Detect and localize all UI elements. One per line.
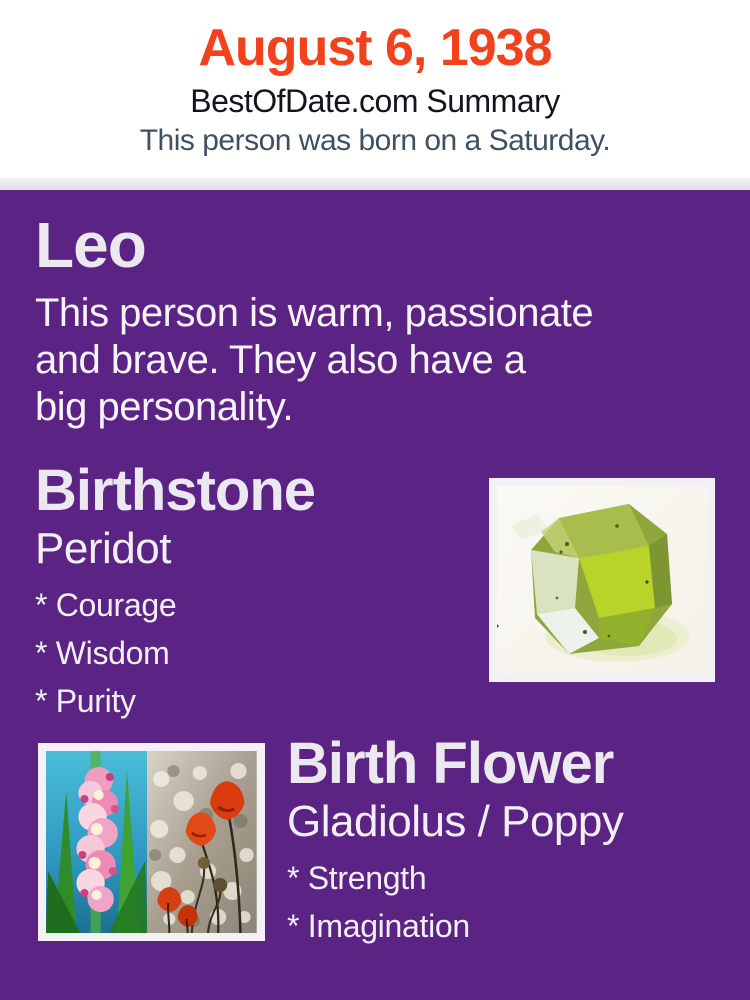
- birthstone-name: Peridot: [35, 524, 171, 573]
- zodiac-sign-heading: Leo: [35, 209, 146, 281]
- birthstone-title: Birthstone: [35, 458, 315, 523]
- zodiac-description-line: and brave. They also have a: [35, 338, 526, 382]
- zodiac-description-line: big personality.: [35, 385, 294, 429]
- zodiac-description-line: This person is warm, passionate: [35, 291, 594, 335]
- peridot-photo: [489, 478, 715, 682]
- birth-flower-section: [287, 731, 624, 944]
- birth-flower-title: Birth Flower: [287, 731, 614, 796]
- header: [0, 0, 750, 178]
- zodiac-description: [35, 290, 593, 431]
- date-title: August 6, 1938: [198, 19, 552, 77]
- born-on-line: This person was born on a Saturday.: [139, 124, 611, 157]
- birth-flower-photo: [38, 743, 265, 941]
- poppy-image: [147, 751, 257, 933]
- site-summary-title: BestOfDate.com Summary: [190, 83, 560, 119]
- birth-flower-trait: * Strength: [287, 860, 427, 896]
- gladiolus-image: [46, 751, 147, 933]
- birthstone-trait: * Courage: [35, 587, 177, 623]
- peridot-gem-image: [497, 486, 707, 674]
- birthstone-trait: * Wisdom: [35, 635, 170, 671]
- header-divider: [0, 178, 750, 190]
- purple-panel: [0, 190, 750, 1000]
- birthstone-trait: * Purity: [35, 683, 136, 719]
- birthstone-section: [35, 458, 315, 719]
- birth-flower-name: Gladiolus / Poppy: [287, 797, 624, 846]
- birth-flower-trait: * Imagination: [287, 908, 470, 944]
